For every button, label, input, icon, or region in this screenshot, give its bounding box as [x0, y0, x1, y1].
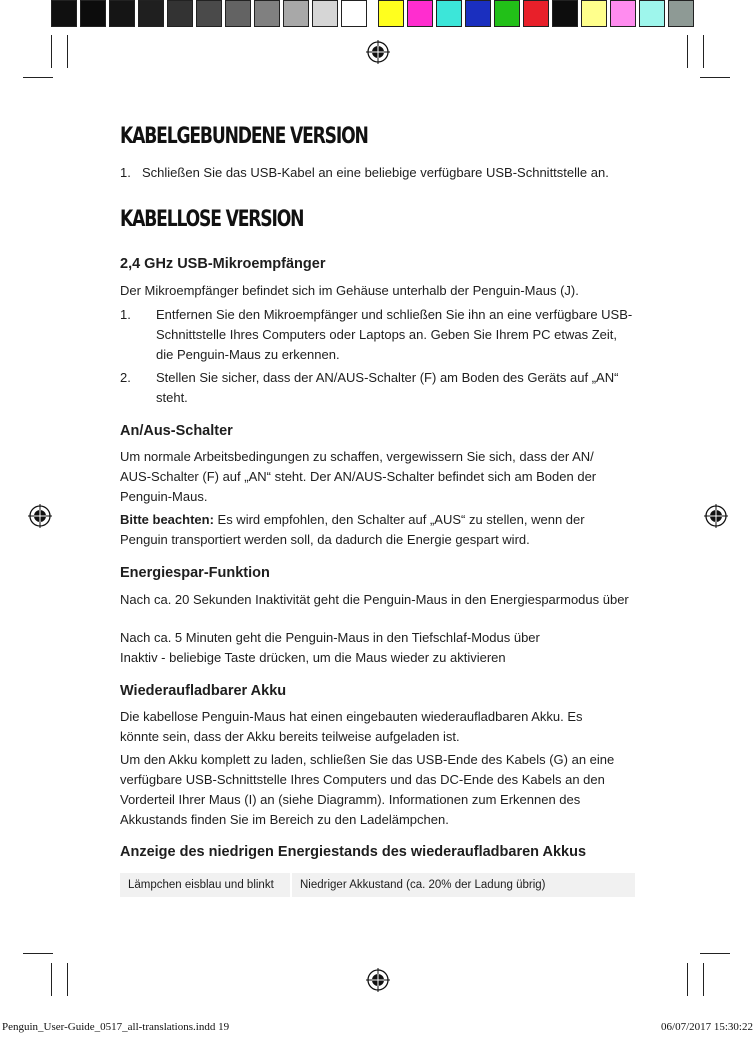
- color-swatch: [407, 0, 433, 27]
- color-swatch: [610, 0, 636, 27]
- crop-mark: [687, 963, 688, 996]
- table-cell-indicator: Lämpchen eisblau und blinkt: [120, 873, 292, 897]
- color-swatch: [138, 0, 164, 27]
- battery-p2: Um den Akku komplett zu laden, schließen Sie das USB-Ende des Kabels (G) an eine verfügbare USB-Schnittstelle Ihres Computers und das DC-Ende des Kabels an den Vorderteil Ihrer Maus (I) an (siehe Diagramm). Informationen zum Erkennen des Akkustands finden Sie im Bereich zu den Ladelämpchen.: [120, 752, 615, 827]
- color-swatch: [80, 0, 106, 27]
- color-swatch: [378, 0, 404, 27]
- footer-file: Penguin_User-Guide_0517_all-translations.indd 19: [2, 1021, 230, 1033]
- color-swatch: [341, 0, 367, 27]
- color-swatch: [668, 0, 694, 27]
- crop-mark: [703, 35, 704, 68]
- color-swatch: [581, 0, 607, 27]
- crop-mark: [23, 953, 53, 954]
- color-bar-gap: [370, 0, 378, 29]
- color-swatch: [254, 0, 280, 27]
- color-swatch: [639, 0, 665, 27]
- list-text: Stellen Sie sicher, dass der AN/AUS-Schalter (F) am Boden des Geräts auf „AN“ steht.: [156, 370, 619, 405]
- wired-heading: KABELGEBUNDENE VERSION: [120, 124, 368, 149]
- color-swatch: [283, 0, 309, 27]
- color-swatch: [51, 0, 77, 27]
- switch-title: An/Aus-Schalter: [120, 423, 233, 439]
- switch-text: Um normale Arbeitsbedingungen zu schaffen, vergewissern Sie sich, dass der AN/ AUS-Schalter (F) auf „AN“ steht. Der AN/AUS-Schalter befindet sich am Boden der Penguin-Maus.: [120, 449, 597, 504]
- table-cell-meaning: Niedriger Akkustand (ca. 20% der Ladung übrig): [300, 879, 546, 891]
- registration-mark-icon: [366, 40, 390, 64]
- energy-title: Energiespar-Funktion: [120, 565, 270, 581]
- energy-line: Nach ca. 20 Sekunden Inaktivität geht die Penguin-Maus in den Energiesparmodus über: [120, 592, 629, 607]
- crop-mark: [687, 35, 688, 68]
- battery-p1: Die kabellose Penguin-Maus hat einen eingebauten wiederaufladbaren Akku. Es könnte sein, dass der Akku bereits teilweise aufgeladen ist.: [120, 709, 583, 744]
- color-swatch: [312, 0, 338, 27]
- switch-note: [120, 510, 625, 550]
- crop-mark: [51, 35, 52, 68]
- crop-mark: [23, 77, 53, 78]
- color-swatch: [225, 0, 251, 27]
- crop-mark: [700, 953, 730, 954]
- low-power-title: Anzeige des niedrigen Energiestands des wiederaufladbaren Akkus: [120, 844, 587, 860]
- color-swatch: [196, 0, 222, 27]
- color-swatch: [109, 0, 135, 27]
- crop-mark: [700, 77, 730, 78]
- footer-date: 06/07/2017 15:30:22: [661, 1021, 753, 1033]
- color-swatch: [465, 0, 491, 27]
- list-text: Schließen Sie das USB-Kabel an eine beliebige verfügbare USB-Schnittstelle an.: [142, 165, 609, 180]
- battery-title: Wiederaufladbarer Akku: [120, 683, 287, 699]
- crop-mark: [51, 963, 52, 996]
- list-number: 1.: [120, 307, 131, 322]
- list-text: Entfernen Sie den Mikroempfänger und schließen Sie ihn an eine verfügbare USB-Schnittstelle Ihres Computers oder Laptops an. Geben Sie Ihrem PC etwas Zeit, die Penguin-Maus zu erkennen.: [156, 307, 633, 362]
- note-text: Es wird empfohlen, den Schalter auf „AUS“ zu stellen, wenn der Penguin transportiert werden soll, da dadurch die Energie gespart wird.: [120, 512, 585, 547]
- wireless-heading: KABELLOSE VERSION: [120, 207, 304, 232]
- crop-mark: [67, 35, 68, 68]
- registration-mark-icon: [704, 504, 728, 528]
- color-swatch: [523, 0, 549, 27]
- energy-line: Inaktiv - beliebige Taste drücken, um die Maus wieder zu aktivieren: [120, 650, 506, 665]
- registration-mark-icon: [366, 968, 390, 992]
- color-swatch: [494, 0, 520, 27]
- crop-mark: [703, 963, 704, 996]
- receiver-intro: Der Mikroempfänger befindet sich im Gehäuse unterhalb der Penguin-Maus (J).: [120, 283, 579, 298]
- color-swatch: [552, 0, 578, 27]
- registration-mark-icon: [28, 504, 52, 528]
- list-number: 2.: [120, 370, 131, 385]
- list-number: 1.: [120, 165, 131, 180]
- receiver-title: 2,4 GHz USB-Mikroempfänger: [120, 256, 326, 272]
- color-swatch: [436, 0, 462, 27]
- energy-line: Nach ca. 5 Minuten geht die Penguin-Maus in den Tiefschlaf-Modus über: [120, 630, 540, 645]
- crop-mark: [67, 963, 68, 996]
- indicator-table: [120, 873, 635, 897]
- print-color-bar: [51, 0, 697, 29]
- note-label: Bitte beachten:: [120, 512, 214, 527]
- color-swatch: [167, 0, 193, 27]
